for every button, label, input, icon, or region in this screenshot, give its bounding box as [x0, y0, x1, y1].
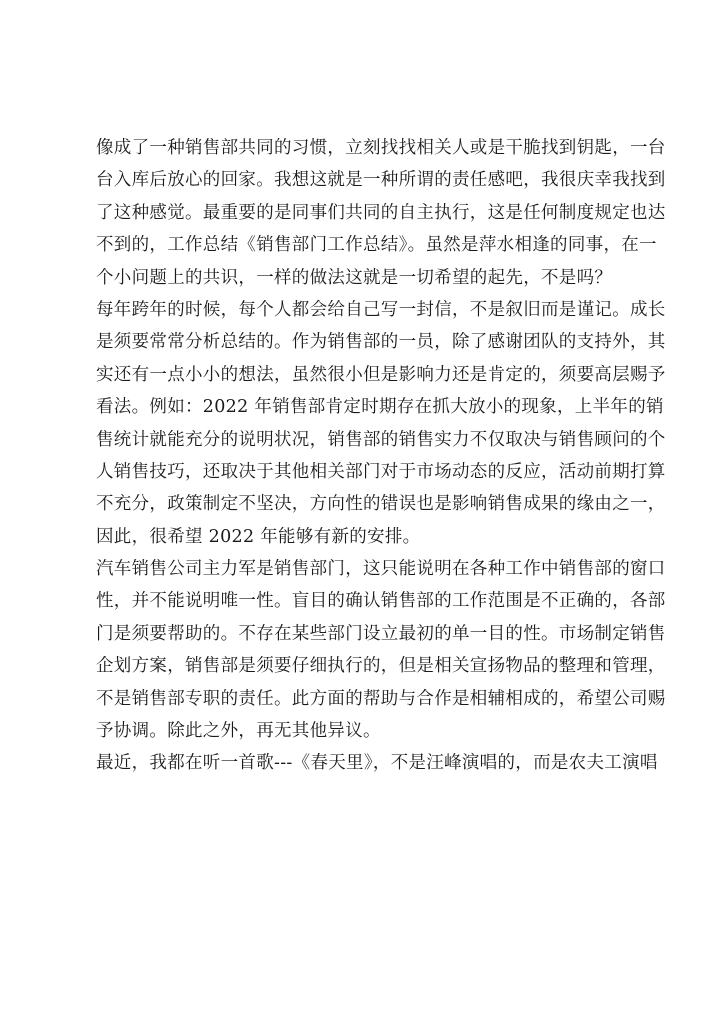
text-line: 汽车销售公司主力军是销售部门，这只能说明在各种工作中销售部的窗口 [96, 559, 666, 580]
text-line: 最近，我都在听一首歌---《春天里》，不是汪峰演唱的，而是农夫工演唱 [96, 753, 658, 774]
text-line: 了这种感觉。最重要的是同事们共同的自主执行，这是任何制度规定也达 [96, 202, 666, 223]
text-line: 实还有一点小小的想法，虽然很小但是影响力还是肯定的，须要高层赐予 [96, 364, 666, 385]
text-line: 售统计就能充分的说明状况，销售部的销售实力不仅取决与销售顾问的个 [96, 429, 666, 450]
text-line: 像成了一种销售部共同的习惯，立刻找找相关人或是干脆找到钥匙，一台 [96, 138, 666, 158]
text-line: 企划方案，销售部是须要仔细执行的，但是相关宣扬物品的整理和管理， [96, 656, 666, 677]
text-line: 台入库后放心的回家。我想这就是一种所谓的责任感吧，我很庆幸我找到 [96, 170, 666, 191]
paragraph-3 [96, 553, 666, 747]
text-line: 性，并不能说明唯一性。盲目的确认销售部的工作范围是不正确的，各部 [96, 591, 666, 612]
text-line: 不到的，工作总结《销售部门工作总结》。虽然是萍水相逢的同事，在一 [96, 235, 657, 256]
text-line: 每年跨年的时候，每个人都会给自己写一封信，不是叙旧而是谨记。成长 [96, 299, 666, 320]
document-body [96, 132, 666, 780]
text-line: 不是销售部专职的责任。此方面的帮助与合作是相辅相成的，希望公司赐 [96, 688, 666, 709]
paragraph-1 [96, 132, 666, 294]
text-line: 人销售技巧，还取决于其他相关部门对于市场动态的反应，活动前期打算 [96, 461, 666, 482]
paragraph-2 [96, 294, 666, 553]
text-line: 门是须要帮助的。不存在某些部门设立最初的单一目的性。市场制定销售 [96, 623, 666, 644]
text-line: 是须要常常分析总结的。作为销售部的一员，除了感谢团队的支持外，其 [96, 332, 666, 353]
text-line: 予协调。除此之外，再无其他异议。 [96, 721, 381, 742]
paragraph-4 [96, 747, 658, 779]
text-line: 看法。例如：2022 年销售部肯定时期存在抓大放小的现象，上半年的销 [96, 397, 664, 418]
text-line: 不充分，政策制定不坚决，方向性的错误也是影响销售成果的缘由之一， [96, 494, 666, 515]
text-line: 个小问题上的共识，一样的做法这就是一切希望的起先，不是吗？ [96, 267, 613, 288]
text-line: 因此，很希望 2022 年能够有新的安排。 [96, 526, 421, 547]
